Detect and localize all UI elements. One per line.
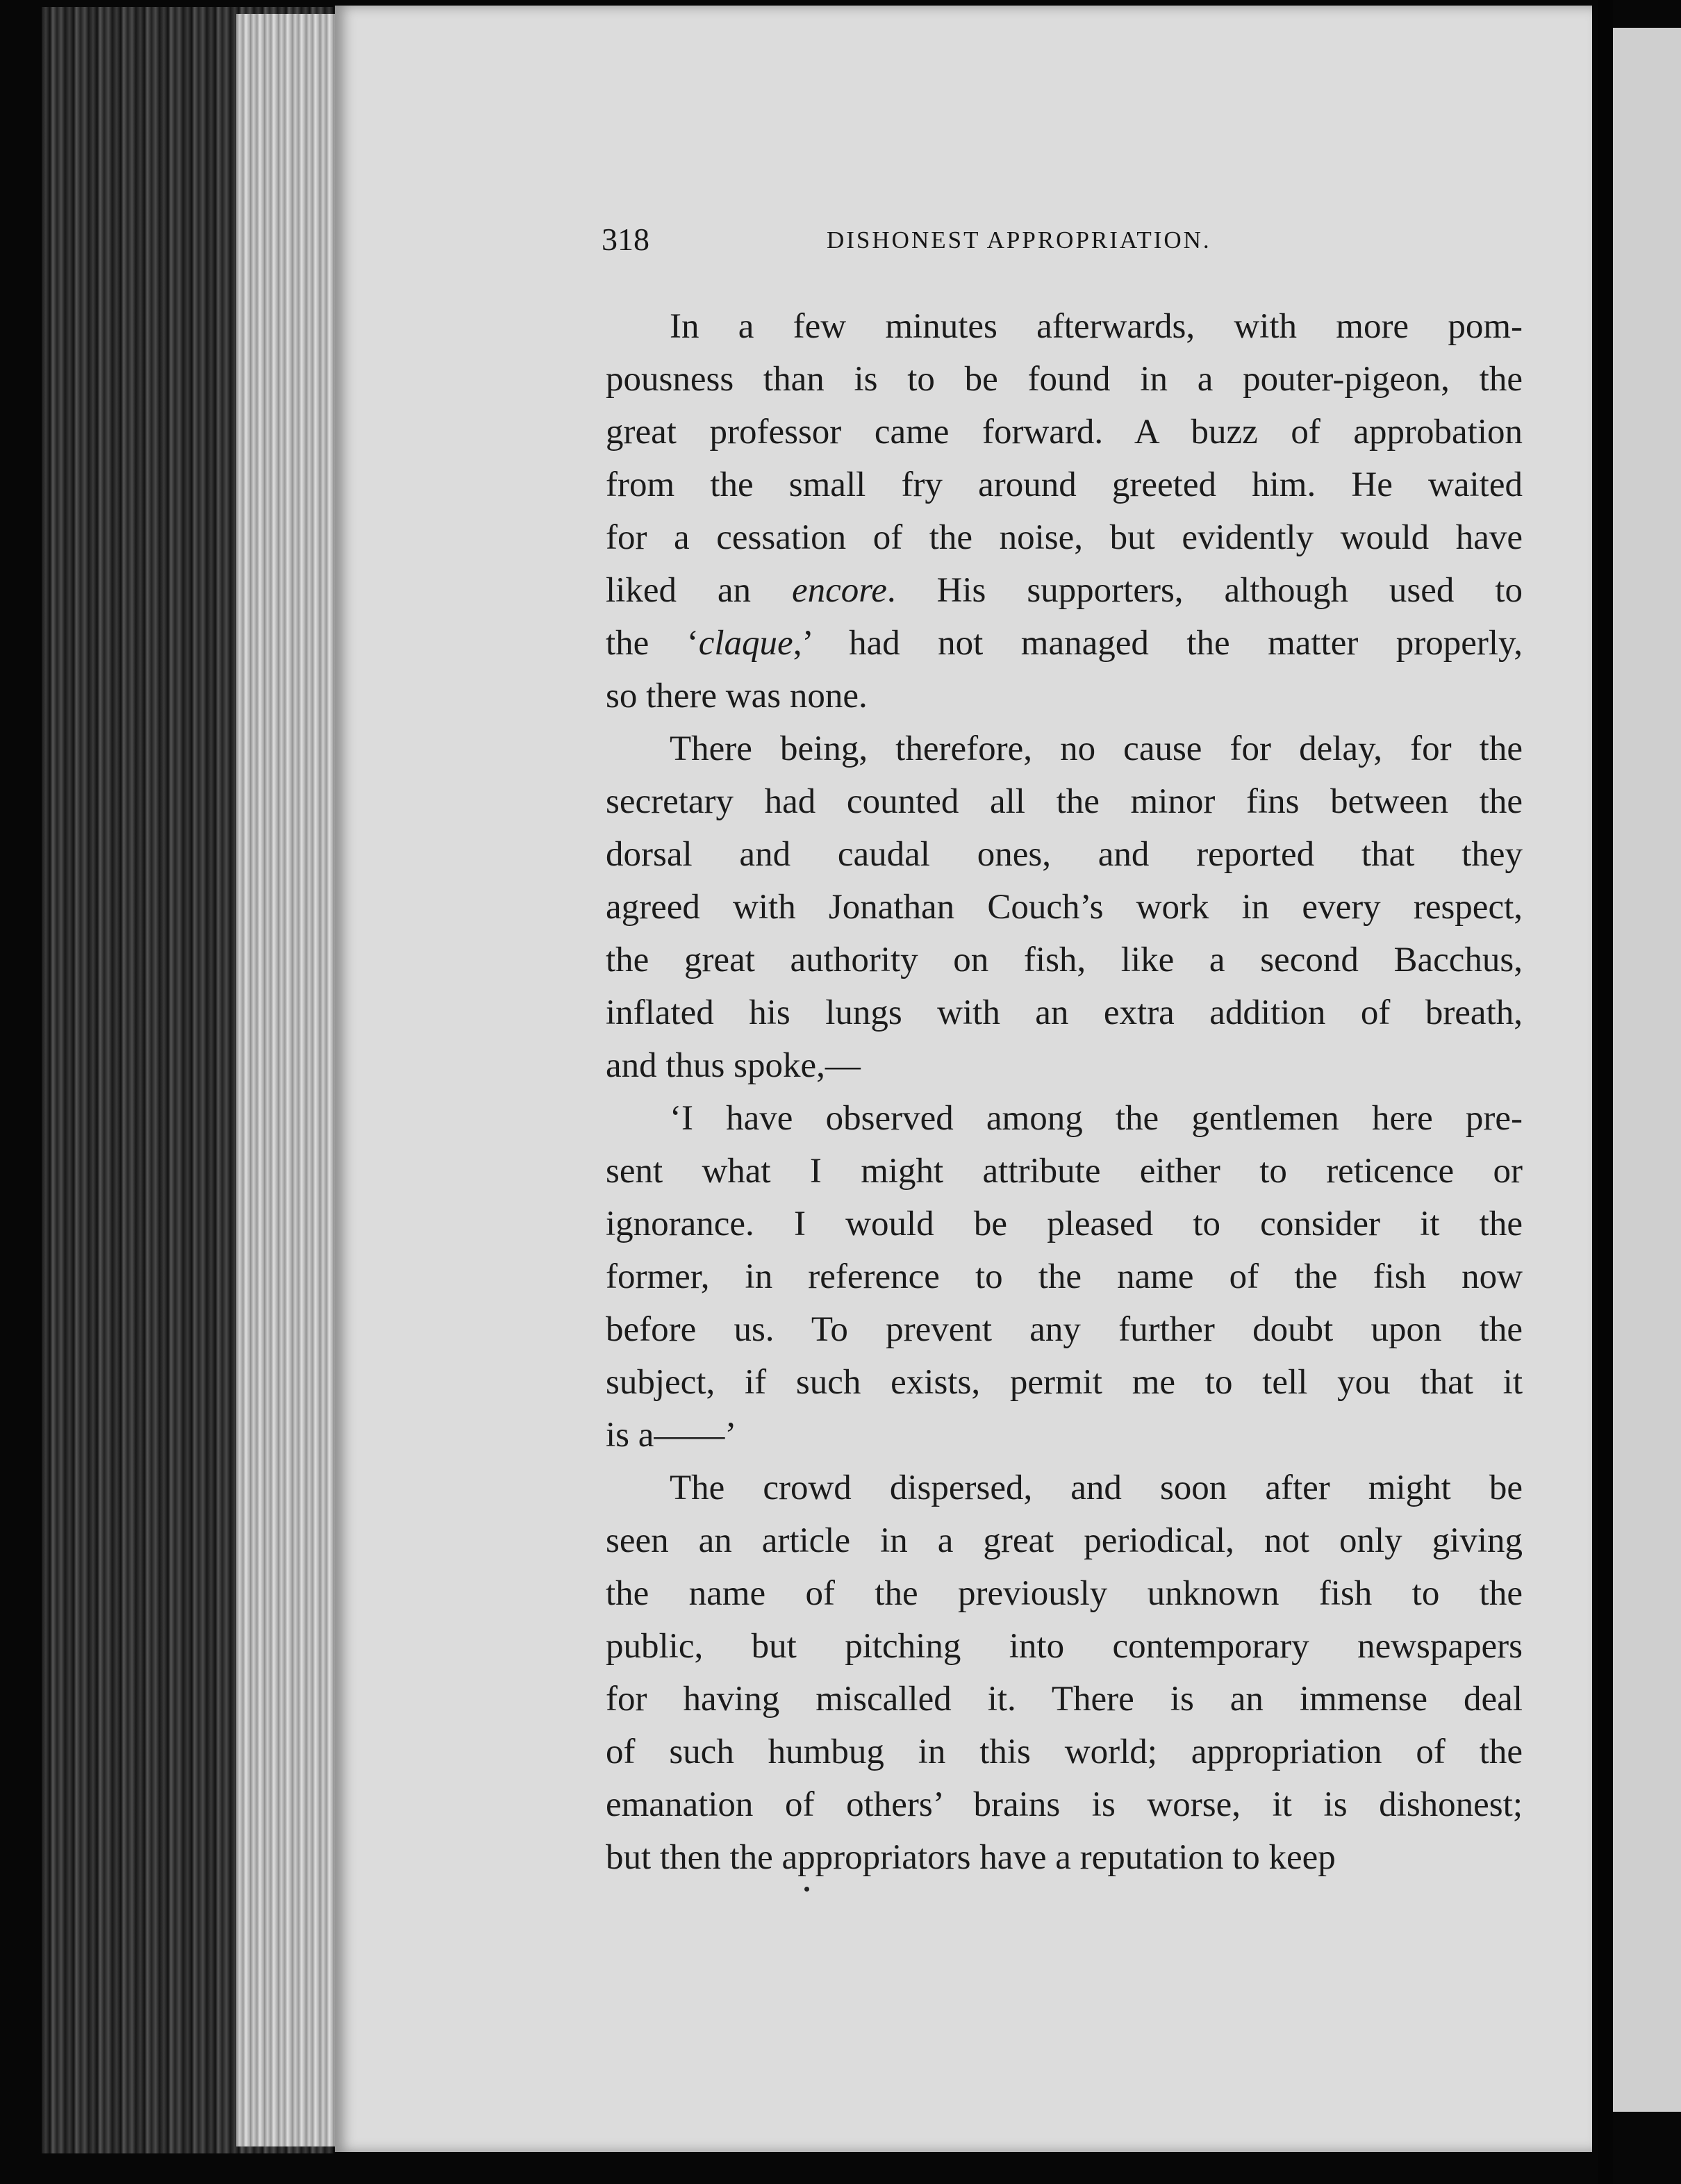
text-line: so there was none. (606, 677, 868, 715)
text-line: ‘I have observed among the gentlemen here pre- (670, 1099, 1523, 1138)
ink-speck (804, 1887, 809, 1892)
text-line: dorsal and caudal ones, and reported that they (606, 835, 1523, 874)
text-line: agreed with Jonathan Couch’s work in every respect, (606, 888, 1523, 927)
paragraph (606, 1092, 1523, 1462)
text-line: public, but pitching into contemporary newspapers (606, 1627, 1523, 1666)
text-line: subject, if such exists, permit me to tell you that it (606, 1363, 1523, 1402)
text-line: from the small fry around greeted him. He waited (606, 465, 1523, 504)
text-line: the name of the previously unknown fish to the (606, 1574, 1523, 1613)
facing-page-sliver (1613, 28, 1681, 2112)
text-line: the ‘claque,’ had not managed the matter properly, (606, 624, 1523, 663)
text-line: The crowd dispersed, and soon after might be (670, 1469, 1523, 1507)
text-line: and thus spoke,— (606, 1046, 861, 1085)
text-line: before us. To prevent any further doubt upon the (606, 1310, 1523, 1349)
text-line: is a——’ (606, 1416, 737, 1455)
book-gutter-shadow (1598, 0, 1613, 2184)
body-text (606, 300, 1523, 1884)
paragraph (606, 300, 1523, 722)
text-line: great professor came forward. A buzz of approbation (606, 413, 1523, 452)
text-line: sent what I might attribute either to reticence or (606, 1152, 1523, 1191)
chapter-title: DISHONEST APPROPRIATION. (827, 226, 1211, 254)
paragraph (606, 722, 1523, 1092)
paragraph (606, 1462, 1523, 1884)
text-line: liked an encore. His supporters, although used to (606, 571, 1523, 610)
text-line: for having miscalled it. There is an immense deal (606, 1680, 1523, 1719)
text-line: secretary had counted all the minor fins between the (606, 782, 1523, 821)
text-line: former, in reference to the name of the fish now (606, 1257, 1523, 1296)
page-number: 318 (602, 222, 649, 257)
text-line: seen an article in a great periodical, not only giving (606, 1521, 1523, 1560)
text-line: emanation of others’ brains is worse, it is dishonest; (606, 1785, 1523, 1824)
page-edge-highlights (236, 14, 340, 2146)
text-line: pousness than is to be found in a pouter-pigeon, the (606, 360, 1523, 399)
running-head (602, 221, 1296, 263)
text-line: There being, therefore, no cause for delay, for the (670, 729, 1523, 768)
text-line: ignorance. I would be pleased to consider it the (606, 1205, 1523, 1243)
text-line: In a few minutes afterwards, with more pom- (670, 307, 1523, 346)
text-line: but then the appropriators have a reputation to keep (606, 1838, 1336, 1877)
text-line: the great authority on fish, like a second Bacchus, (606, 941, 1523, 979)
text-line: of such humbug in this world; appropriation of the (606, 1732, 1523, 1771)
text-line: for a cessation of the noise, but evidently would have (606, 518, 1523, 557)
text-line: inflated his lungs with an extra addition of breath, (606, 993, 1523, 1032)
